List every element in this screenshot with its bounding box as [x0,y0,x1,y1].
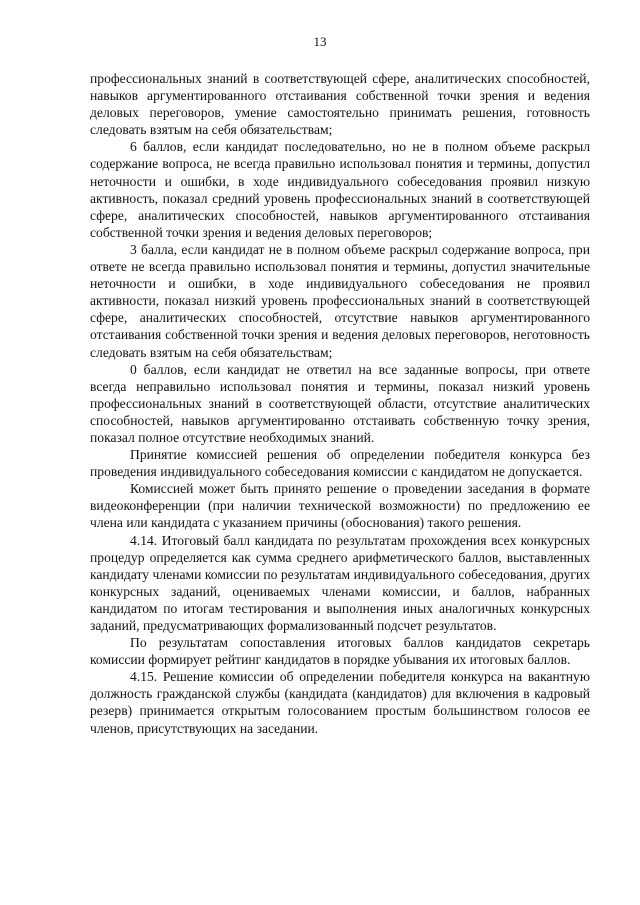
paragraph-8: По результатам сопоставления итоговых баллов кандидатов секретарь комиссии формирует рейтинг кандидатов в порядке убывания их итоговых баллов. [90,635,590,668]
paragraph-6: Комиссией может быть принято решение о проведении заседания в формате видеоконференции (при наличии технической возможности) по предложению ее члена или кандидата с указанием причины (обоснования) такого решения. [90,481,590,531]
paragraph-1: профессиональных знаний в соответствующей сфере, аналитических способностей, навыков аргументированного отстаивания собственной точки зрения и ведения деловых переговоров, умение самостоятельно принимать решения, готовность следовать взятым на себя обязательствам; [90,71,590,138]
paragraph-7: 4.14. Итоговый балл кандидата по результатам прохождения всех конкурсных процедур определяется как сумма среднего арифметического баллов, выставленных кандидату членами комиссии по результатам индивидуального собеседования, других конкурсных заданий, оцениваемых членами комиссии, и баллов, набранных кандидатом по итогам тестирования и выполнения иных аналогичных конкурсных заданий, предусматривающих формализованный подсчет результатов. [90,532,590,633]
paragraph-4: 0 баллов, если кандидат не ответил на все заданные вопросы, при ответе всегда неправильно использовал понятия и термины, показал низкий уровень профессиональных знаний в соответствующей области, отсутствие аналитических способностей, навыков аргументированно отстаивать собственную точку зрения, показал полное отсутствие необходимых знаний. [90,361,590,445]
page-number: 13 [313,34,327,49]
document-body [90,70,590,737]
paragraph-3: 3 балла, если кандидат не в полном объеме раскрыл содержание вопроса, при ответе не всегда правильно использовал понятия и термины, допустил значительные неточности и ошибки, в ходе индивидуального собеседования не проявил активности, показал низкий уровень профессиональных знаний в соответствующей сфере, аналитических способностей, отсутствие навыков аргументированного отстаивания собственной точки зрения и ведения деловых переговоров, неготовность следовать взятым на себя обязательствам; [90,241,590,360]
paragraph-9: 4.15. Решение комиссии об определении победителя конкурса на вакантную должность гражданской службы (кандидата (кандидатов) для включения в кадровый резерв) принимается открытым голосованием простым большинством голосов ее членов, присутствующих на заседании. [90,669,590,736]
paragraph-2: 6 баллов, если кандидат последовательно, но не в полном объеме раскрыл содержание вопроса, не всегда правильно использовал понятия и термины, допустил неточности и ошибки, в ходе индивидуального собеседования проявил низкую активность, показал средний уровень профессиональных знаний в соответствующей сфере, аналитических способностей, навыков аргументированного отстаивания собственной точки зрения и ведения деловых переговоров; [90,139,590,240]
paragraph-5: Принятие комиссией решения об определении победителя конкурса без проведения индивидуального собеседования комиссии с кандидатом не допускается. [90,447,590,480]
